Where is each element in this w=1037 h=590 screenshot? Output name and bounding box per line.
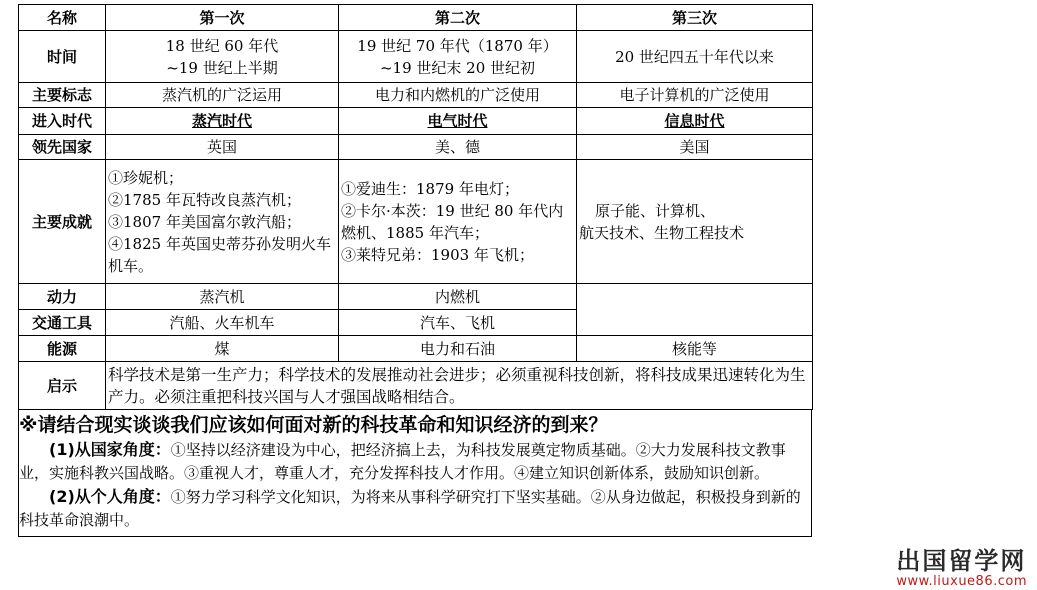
energy-third: 核能等	[577, 336, 813, 362]
insight-text: 科学技术是第一生产力；科学技术的发展推动社会进步；必须重视科技创新，将科技成果迅速转化为生产力。必须注重把科技兴国与人才强国战略相结合。	[106, 362, 813, 410]
era-first: 蒸汽时代	[106, 108, 339, 135]
power-label: 动力	[19, 284, 106, 310]
era-third: 信息时代	[577, 108, 813, 135]
question-title: ※请结合现实谈谈我们应该如何面对新的科技革命和知识经济的到来？	[19, 414, 608, 436]
personal-text: ①努力学习科学文化知识，为将来从事科学研究打下坚实基础。②从身边做起，积极投身到新的科技革命浪潮中。	[19, 488, 801, 529]
energy-second: 电力和石油	[339, 336, 577, 362]
table-row-leader	[19, 135, 813, 160]
time-first-line: ~19 世纪上半期	[166, 58, 278, 77]
leader-second: 美、德	[339, 135, 577, 160]
table-row-era	[19, 108, 813, 135]
time-first-line: 18 世纪 60 年代	[165, 36, 279, 55]
achievement-item: 原子能、计算机、	[595, 201, 716, 220]
insight-label: 启示	[19, 362, 106, 410]
table-row-insight	[19, 362, 813, 410]
achievement-item: ①珍妮机；	[108, 168, 184, 187]
question-block	[18, 410, 812, 537]
marker-label: 主要标志	[19, 83, 106, 108]
time-third: 20 世纪四五十年代以来	[577, 31, 813, 83]
table-row-header	[19, 5, 813, 31]
marker-second: 电力和内燃机的广泛使用	[339, 83, 577, 108]
marker-third: 电子计算机的广泛使用	[577, 83, 813, 108]
era-label: 进入时代	[19, 108, 106, 135]
transport-label: 交通工具	[19, 310, 106, 336]
energy-first: 煤	[106, 336, 339, 362]
watermark	[896, 548, 1027, 590]
table-row-time	[19, 31, 813, 83]
header-label: 名称	[19, 5, 106, 31]
achievement-item: ③1807 年美国富尔敦汽船；	[108, 212, 301, 231]
header-first: 第一次	[106, 5, 339, 31]
achievements-second	[339, 160, 577, 284]
transport-second: 汽车、飞机	[339, 310, 577, 336]
leader-label: 领先国家	[19, 135, 106, 160]
achievement-item: ①爱迪生：1879 年电灯；	[341, 179, 519, 198]
leader-third: 美国	[577, 135, 813, 160]
table-row-power	[19, 284, 813, 310]
achievements-label: 主要成就	[19, 160, 106, 284]
achievements-first	[106, 160, 339, 284]
power-second: 内燃机	[339, 284, 577, 310]
marker-first: 蒸汽机的广泛运用	[106, 83, 339, 108]
era-second: 电气时代	[339, 108, 577, 135]
achievement-item: ②1785 年瓦特改良蒸汽机；	[108, 190, 301, 209]
achievements-third	[577, 160, 813, 284]
time-label: 时间	[19, 31, 106, 83]
time-first	[106, 31, 339, 83]
watermark-url: www.liuxue86.com	[896, 574, 1027, 589]
achievement-item: ②卡尔·本茨：19 世纪 80 年代内燃机、1885 年汽车；	[341, 201, 564, 242]
empty-cell	[577, 284, 813, 336]
watermark-name: 出国留学网	[896, 547, 1027, 575]
transport-first: 汽船、火车机车	[106, 310, 339, 336]
personal-heading: (2)从个人角度：	[49, 487, 171, 506]
table-row-marker	[19, 83, 813, 108]
time-second-line: 19 世纪 70 年代（1870 年）	[357, 36, 558, 55]
table-row-achievements	[19, 160, 813, 284]
header-third: 第三次	[577, 5, 813, 31]
table-row-energy	[19, 336, 813, 362]
national-heading: (1)从国家角度：	[49, 440, 171, 459]
revolution-table	[18, 4, 813, 410]
achievement-item: ④1825 年英国史蒂芬孙发明火车机车。	[108, 234, 331, 275]
leader-first: 英国	[106, 135, 339, 160]
power-first: 蒸汽机	[106, 284, 339, 310]
achievement-item: 航天技术、生物工程技术	[579, 223, 745, 242]
document	[18, 4, 812, 537]
personal-answer	[19, 485, 811, 532]
national-answer	[19, 438, 811, 485]
time-second-line: ~19 世纪末 20 世纪初	[379, 58, 536, 77]
time-second	[339, 31, 577, 83]
national-text: ①坚持以经济建设为中心，把经济搞上去，为科技发展奠定物质基础。②大力发展科技文教事业，实施科教兴国战略。③重视人才，尊重人才，充分发挥科技人才作用。④建立知识创新体系，鼓励知识创新。	[19, 441, 786, 482]
energy-label: 能源	[19, 336, 106, 362]
achievement-item: ③莱特兄弟：1903 年飞机；	[341, 245, 534, 264]
header-second: 第二次	[339, 5, 577, 31]
